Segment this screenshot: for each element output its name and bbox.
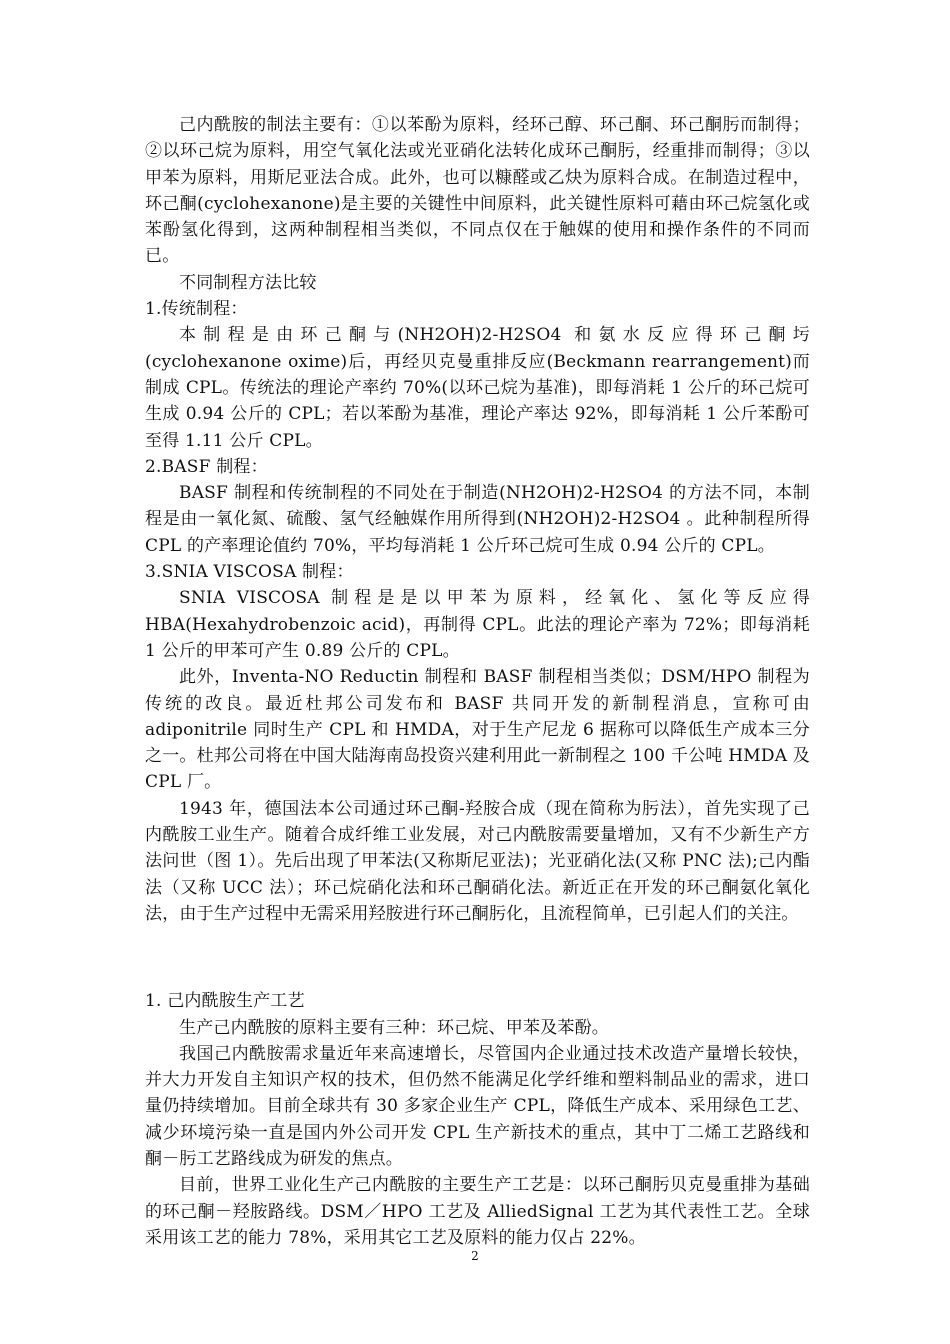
paragraph: 我国己内酰胺需求量近年来高速增长，尽管国内企业通过技术改造产量增长较快，并大力开发自主知识产权的技术，但仍然不能满足化学纤维和塑料制品业的需求，进口量仍持续增加。目前全球共有 30 多家企业生产 CPL，降低生产成本、采用绿色工艺、减少环境污染一直是国内外公司开发 CPL 生产新技术的重点，其中丁二烯工艺路线和酮－肟工艺路线成为研发的焦点。 bbox=[145, 1043, 810, 1169]
section-heading: 不同制程方法比较 bbox=[179, 272, 317, 293]
page-number: 2 bbox=[471, 1249, 479, 1263]
paragraph: 本制程是由环己酮与(NH2OH)2-H2SO4 和氨水反应得环己酮圬(cyclohexanone oxime)后，再经贝克曼重排反应(Beckmann rearrangement)而制成 CPL。传统法的理论产率约 70%(以环己烷为基准)，即每消耗 1 公斤的环己烷可生成 0.94 公斤的 CPL；若以苯酚为基准，理论产率达 92%，即每消耗 1 公斤苯酚可至得 1.11 公斤 CPL。 bbox=[145, 325, 810, 451]
paragraph: 己内酰胺的制法主要有：①以苯酚为原料，经环己醇、环己酮、环己酮肟而制得；②以环己烷为原料，用空气氧化法或光亚硝化法转化成环己酮肟，经重排而制得；③以甲苯为原料，用斯尼亚法合成。此外，也可以糠醛或乙炔为原料合成。在制造过程中，环己酮(cyclohexanone)是主要的关键性中间原料，此关键性原料可藉由环己烷氢化或苯酚氢化得到，这两种制程相当类似，不同点仅在于触媒的使用和操作条件的不同而已。 bbox=[145, 115, 810, 267]
paragraph: 1943 年，德国法本公司通过环己酮-羟胺合成（现在简称为肟法），首先实现了己内酰胺工业生产。随着合成纤维工业发展，对己内酰胺需要量增加，又有不少新生产方法问世（图 1）。先后出现了甲苯法(又称斯尼亚法)；光亚硝化法(又称 PNC 法);己内酯法（又称 UCC 法）；环己烷硝化法和环己酮硝化法。新近正在开发的环己酮氨化氧化法，由于生产过程中无需采用羟胺进行环己酮肟化，且流程简单，已引起人们的关注。 bbox=[145, 798, 810, 924]
section-heading: 1. 己内酰胺生产工艺 bbox=[145, 991, 305, 1012]
paragraph: 生产己内酰胺的原料主要有三种：环己烷、甲苯及苯酚。 bbox=[179, 1017, 609, 1038]
section-heading: 2.BASF 制程： bbox=[145, 456, 268, 477]
paragraph: SNIA VISCOSA 制程是是以甲苯为原料，经氧化、氢化等反应得 HBA(Hexahydrobenzoic acid)，再制得 CPL。此法的理论产率为 72%；即每消耗 1 公斤的甲苯可产生 0.89 公斤的 CPL。 bbox=[145, 588, 810, 661]
section-heading: 3.SNIA VISCOSA 制程： bbox=[145, 562, 354, 583]
paragraph: 目前，世界工业化生产己内酰胺的主要生产工艺是：以环己酮肟贝克曼重排为基础的环己酮－羟胺路线。DSM／HPO 工艺及 AlliedSignal 工艺为其代表性工艺。全球采用该工艺的能力 78%，采用其它工艺及原料的能力仅占 22%。 bbox=[145, 1175, 810, 1248]
paragraph: 此外，Inventa-NO Reductin 制程和 BASF 制程相当类似；DSM/HPO 制程为传统的改良。最近杜邦公司发布和 BASF 共同开发的新制程消息，宣称可由 adiponitrile 同时生产 CPL 和 HMDA，对于生产尼龙 6 据称可以降低生产成本三分之一。杜邦公司将在中国大陆海南岛投资兴建利用此一新制程之 100 千公吨 HMDA 及 CPL 厂。 bbox=[145, 667, 810, 793]
document-body bbox=[145, 112, 810, 1251]
blank-line bbox=[145, 944, 810, 971]
section-heading: 1.传统制程： bbox=[145, 299, 248, 320]
paragraph: BASF 制程和传统制程的不同处在于制造(NH2OH)2-H2SO4 的方法不同，本制程是由一氧化氮、硫酸、氢气经触媒作用所得到(NH2OH)2-H2SO4 。此种制程所得 CPL 的产率理论值约 70%，平均每消耗 1 公斤环己烷可生成 0.94 公斤的 CPL。 bbox=[145, 483, 810, 556]
